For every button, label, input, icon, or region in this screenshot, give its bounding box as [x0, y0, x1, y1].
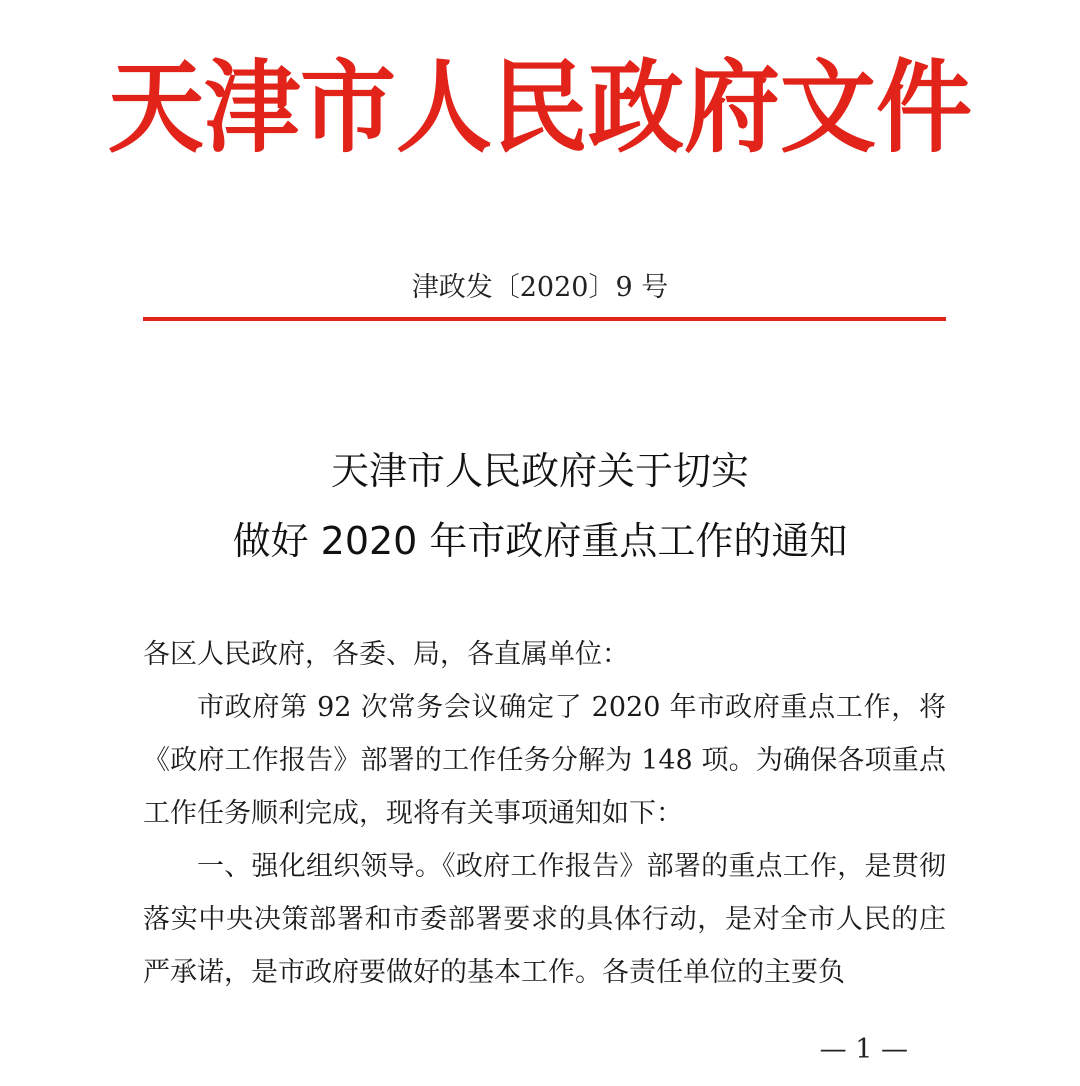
document-title: [0, 436, 1080, 576]
salutation: 各区人民政府，各委、局，各直属单位：: [143, 639, 629, 670]
document-body: [143, 628, 946, 999]
document-masthead: 天津市人民政府文件: [108, 48, 972, 167]
document-number: 津政发〔2020〕9 号: [411, 272, 669, 303]
page-number: — 1 —: [819, 1034, 908, 1065]
body-paragraph-1: 市政府第 92 次常务会议确定了 2020 年市政府重点工作，将《政府工作报告》部署的工作任务分解为 148 项。为确保各项重点工作任务顺利完成，现将有关事项通知如下：: [143, 692, 946, 829]
document-title-line-2: 做好 2020 年市政府重点工作的通知: [232, 519, 848, 563]
body-paragraph-2: 一、强化组织领导。《政府工作报告》部署的重点工作，是贯彻落实中央决策部署和市委部署要求的具体行动，是对全市人民的庄严承诺，是市政府要做好的基本工作。各责任单位的主要负: [143, 851, 946, 988]
document-title-line-1: 天津市人民政府关于切实: [330, 449, 749, 493]
red-divider-line: [143, 317, 946, 321]
